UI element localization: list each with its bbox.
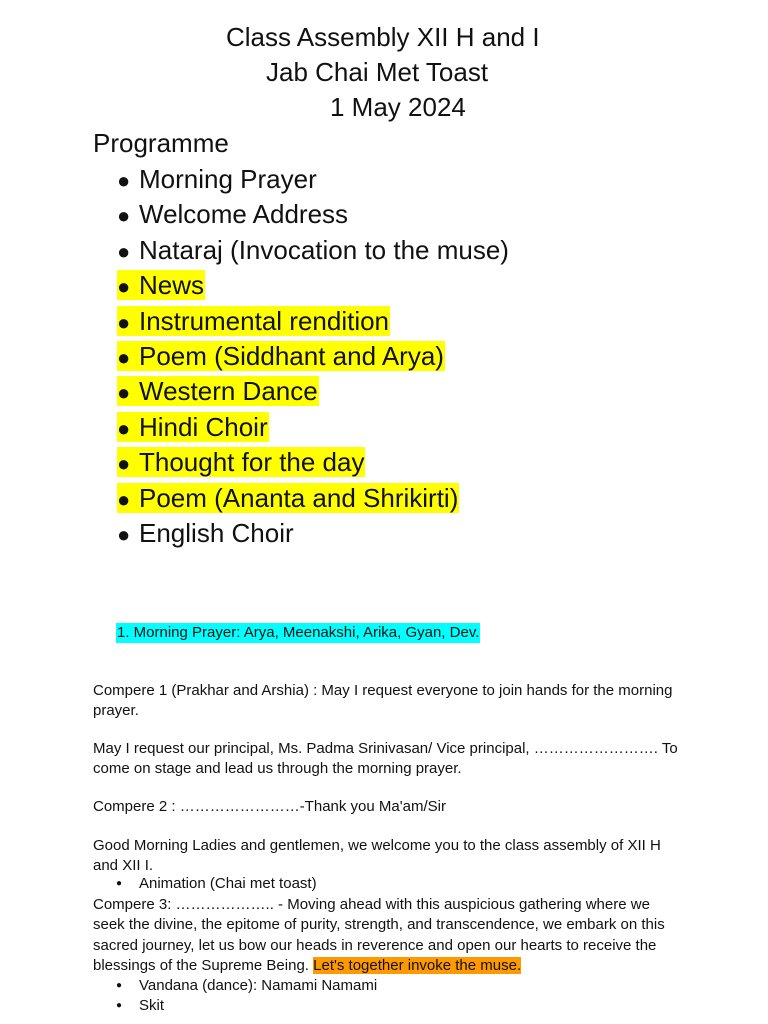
programme-list [117,162,510,551]
programme-item-text [117,235,510,265]
bullet-dot: ● [117,486,131,512]
programme-item-label: Poem (Ananta and Shrikirti) [139,482,459,513]
programme-item-label: Hindi Choir [139,411,268,442]
paragraph-welcome: Good Morning Ladies and gentlemen, we welcome you to the class assembly of XII H and XII I. [93,837,661,875]
title-line-theme: Jab Chai Met Toast [266,57,489,87]
programme-item [117,445,510,480]
numbered-item-morning-prayer: 1. Morning Prayer: Arya, Meenakshi, Arika, Gyan, Dev. [117,624,480,641]
bullet-dot: ● [117,238,131,264]
programme-item-text [117,518,295,548]
programme-item-text [117,341,445,371]
sub-bullet-animation [116,874,317,894]
sub-bullet-vandana-label: Vandana (dance): Namami Namami [139,977,378,994]
title-line-date: 1 May 2024 [330,92,466,122]
programme-item-label: Western Dance [139,376,318,407]
title-line-class-assembly: Class Assembly XII H and I [226,22,540,52]
programme-item-text [117,447,365,477]
bullet-dot: ● [117,168,131,193]
programme-item-text [117,412,269,442]
bullet-dot: ● [117,415,131,441]
programme-item [117,197,510,232]
programme-item-text [117,270,205,300]
programme-item-label: Morning Prayer [139,164,317,194]
bullet-dot: ● [117,344,131,370]
programme-item [117,516,510,551]
bullet-dot: ● [117,203,131,229]
sub-bullet-skit-label: Skit [139,997,165,1014]
programme-item-text [117,164,318,194]
bullet-dot: ● [116,1000,123,1011]
compere-3-highlight: Let's together invoke the muse. [313,957,522,975]
programme-item [117,339,510,374]
programme-item [117,410,510,445]
paragraph-compere-1: Compere 1 (Prakhar and Arshia) : May I request everyone to join hands for the morning prayer. [93,682,673,720]
sub-bullet-skit [116,996,164,1016]
bullet-dot: ● [117,274,131,300]
programme-heading: Programme [93,128,229,158]
programme-item [117,304,510,339]
programme-item-label: Welcome Address [139,199,349,230]
compere-3-text: Compere 3: ……………….. - Moving ahead with this auspicious gathering where we seek the divine, the epitome of purity, strength, and transcendence, we embark on this sacred journey, let us bow our heads in reverence and open our hearts to receive the blessings of the Supreme Being. [93,896,665,975]
sub-bullet-vandana [116,976,377,996]
sub-bullet-animation-label: Animation (Chai met toast) [139,875,317,892]
programme-item [117,233,510,268]
paragraph-principal-request: May I request our principal, Ms. Padma Srinivasan/ Vice principal, ……………………. To come on stage and lead us through the morning prayer. [93,740,678,778]
bullet-dot: ● [116,878,123,889]
bullet-dot: ● [117,309,131,335]
programme-item-label: Nataraj (Invocation to the muse) [139,234,509,265]
bullet-dot: ● [116,980,123,991]
programme-item-label: Thought for the day [139,447,365,478]
bullet-dot: ● [117,521,131,547]
programme-item-label: Instrumental rendition [139,305,390,336]
programme-item-text [117,306,390,336]
programme-item-label: English Choir [139,517,294,548]
programme-item [117,374,510,409]
programme-item-label: News [139,270,205,301]
programme-item [117,481,510,516]
programme-item [117,162,510,197]
programme-item [117,268,510,303]
bullet-dot: ● [117,380,131,406]
paragraph-compere-3 [93,895,683,977]
bullet-dot: ● [117,451,131,477]
programme-item-text [117,483,459,513]
programme-item-text [117,199,349,229]
programme-item-label: Poem (Siddhant and Arya) [139,340,444,371]
programme-item-text [117,376,319,406]
paragraph-compere-2: Compere 2 : ……………………-Thank you Ma'am/Sir [93,798,446,815]
